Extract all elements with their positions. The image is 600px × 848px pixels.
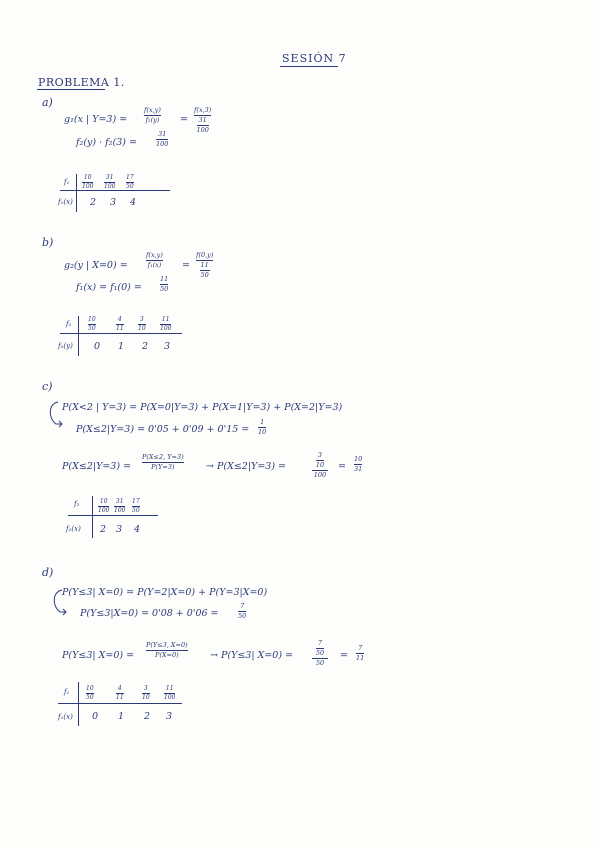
c-line2-num: 1 [260, 418, 265, 426]
problem-title-underline [37, 89, 105, 90]
c-line3-fraction [142, 454, 184, 471]
b-line1-den2-den: 50 [200, 271, 209, 279]
b-line2-left: f₁(x) = f₁(0) = [76, 282, 142, 293]
c-line3-res-den: 31 [354, 465, 363, 473]
a-line1-den2-num: 31 [198, 116, 207, 124]
b-table-x-2: 2 [142, 341, 149, 352]
d-line3-fraction [146, 642, 188, 659]
session-title-underline [280, 66, 338, 67]
part-b-label: b) [42, 236, 54, 249]
a-line1-den2-den: 100 [196, 126, 209, 134]
d-table-vline [78, 682, 79, 726]
a-table-x-0: 2 [90, 197, 97, 208]
c-line2: P(X≤2|Y=3) = 0'05 + 0'09 + 0'15 = [76, 424, 250, 435]
c-line3-eq: = [338, 461, 346, 472]
a-table-head-label: f₁ [64, 178, 70, 186]
d-line3-res-den: 11 [356, 654, 365, 662]
d-line2-num: 7 [240, 602, 245, 610]
d-line3-rnum-num: 7 [317, 639, 323, 647]
d-table-val-1: 4 11 [116, 685, 124, 701]
d-table-head-label: f₁ [64, 688, 70, 696]
c-table-x-0: 2 [100, 524, 107, 535]
a-line2-fraction [156, 131, 168, 148]
a-table-hline [60, 190, 170, 191]
a-table-x-2: 4 [130, 197, 137, 208]
b-line1-den: f₁(x) [147, 261, 162, 269]
a-table-val-2: 17 50 [126, 174, 134, 190]
a-line1-num: f(x,y) [144, 106, 161, 114]
b-line2-num: 11 [160, 275, 169, 283]
a-table-val-0: 10 100 [82, 174, 94, 190]
session-title: SESIÓN 7 [282, 52, 347, 65]
d-table-row-label: f₁(x) [58, 713, 73, 721]
c-table-val-1: 31 100 [114, 498, 126, 514]
c-line3-rfraction [312, 452, 328, 479]
a-line1-left: g₁(x | Y=3) = [64, 114, 128, 125]
a-line1-eq: = [180, 114, 188, 125]
d-line3-rnum [316, 640, 324, 657]
d-table-x-1: 1 [118, 711, 125, 722]
c-table-x-1: 3 [116, 524, 123, 535]
b-line2-fraction [160, 276, 168, 293]
b-line1-num2: f(0,y) [196, 251, 214, 259]
a-line1-fraction2 [194, 107, 211, 134]
b-line1-num: f(x,y) [146, 251, 163, 259]
c-line3-mid: → P(X≤2|Y=3) = [206, 461, 287, 472]
d-table-x-3: 3 [166, 711, 173, 722]
d-line3-den: P(X=0) [155, 651, 179, 659]
c-table-hline [68, 515, 158, 516]
b-line1-den2 [200, 262, 210, 279]
c-table-row-label: f₂(x) [66, 525, 81, 533]
a-table-val-1: 31 100 [104, 174, 116, 190]
b-line1-den2-num: 11 [200, 261, 209, 269]
b-table-head-label: f₂ [66, 320, 72, 328]
c-table-head-label: f₂ [74, 500, 80, 508]
b-line1-left: g₂(y | X=0) = [64, 260, 128, 271]
d-line3-rden: 50 [315, 659, 325, 667]
c-line3-num: P(X≤2, Y=3) [142, 453, 184, 461]
b-table-x-3: 3 [164, 341, 171, 352]
a-table-x-1: 3 [110, 197, 117, 208]
a-line2-num: 31 [158, 130, 167, 138]
c-table-val-2: 17 50 [132, 498, 140, 514]
c-line3-rnum [316, 452, 324, 469]
b-table-row-label: f₂(y) [58, 342, 73, 350]
d-line3-rfraction [312, 640, 328, 667]
d-table-x-2: 2 [144, 711, 151, 722]
d-table-val-2: 3 10 [142, 685, 150, 701]
d-table-val-3: 11 100 [164, 685, 176, 701]
part-d-label: d) [42, 566, 54, 579]
c-line3-rnum-den: 10 [315, 461, 325, 469]
a-table-vline [76, 174, 77, 212]
d-table-hline [58, 703, 182, 704]
a-line1-den: f₂(y) [145, 116, 160, 124]
b-table-x-1: 1 [118, 341, 125, 352]
b-table-val-3: 11 100 [160, 316, 172, 332]
c-line3-den: P(Y=3) [151, 463, 175, 471]
c-line3-rnum-num: 3 [317, 451, 323, 459]
problem-title: PROBLEMA 1. [38, 76, 125, 89]
d-line1: P(Y≤3| X=0) = P(Y=2|X=0) + P(Y=3|X=0) [62, 587, 268, 598]
b-table-val-2: 3 10 [138, 316, 146, 332]
b-table-val-0: 10 50 [88, 316, 96, 332]
d-line3-mid: → P(Y≤3| X=0) = [210, 650, 294, 661]
c-table-vline [92, 496, 93, 538]
b-table-val-1: 4 11 [116, 316, 124, 332]
c-line2-fraction [258, 419, 266, 436]
a-line2-left: f₂(y) · f₂(3) = [76, 137, 137, 148]
b-line1-fraction2 [196, 252, 213, 279]
part-a-label: a) [42, 96, 53, 109]
b-line1-fraction [146, 252, 163, 269]
d-table-x-0: 0 [92, 711, 99, 722]
c-table-x-2: 4 [134, 524, 141, 535]
b-line2-den: 50 [160, 285, 169, 293]
d-line2: P(Y≤3|X=0) = 0'08 + 0'06 = [80, 608, 219, 619]
c-table-val-0: 10 100 [98, 498, 110, 514]
d-line2-fraction [238, 603, 246, 620]
a-line1-num2: f(x,3) [194, 106, 212, 114]
a-table-row-label: f₁(x) [58, 198, 73, 206]
d-line3-num: P(Y≤3, X=0) [146, 641, 188, 649]
d-line3-rnum-den: 50 [315, 649, 325, 657]
d-line2-den: 50 [238, 612, 247, 620]
c-line3-left: P(X≤2|Y=3) = [62, 461, 132, 472]
d-line3-left: P(Y≤3| X=0) = [62, 650, 135, 661]
c-line2-den: 10 [258, 428, 267, 436]
c-line3-result [354, 456, 362, 473]
d-line3-res-num: 7 [358, 644, 363, 652]
a-line2-den: 100 [156, 140, 169, 148]
a-line1-den2 [196, 117, 208, 134]
d-line3-result [356, 645, 364, 662]
b-line1-eq: = [182, 260, 190, 271]
b-table-hline [60, 333, 182, 334]
c-line1: P(X<2 | Y=3) = P(X=0|Y=3) + P(X=1|Y=3) + P(X=2|Y=3) [62, 402, 343, 413]
b-table-vline [78, 316, 79, 356]
c-line3-rden: 100 [313, 471, 327, 479]
d-line3-eq: = [340, 650, 348, 661]
d-table-val-0: 10 50 [86, 685, 94, 701]
part-c-label: c) [42, 380, 53, 393]
a-line1-fraction [144, 107, 161, 124]
b-table-x-0: 0 [94, 341, 101, 352]
c-line3-res-num: 10 [354, 455, 363, 463]
